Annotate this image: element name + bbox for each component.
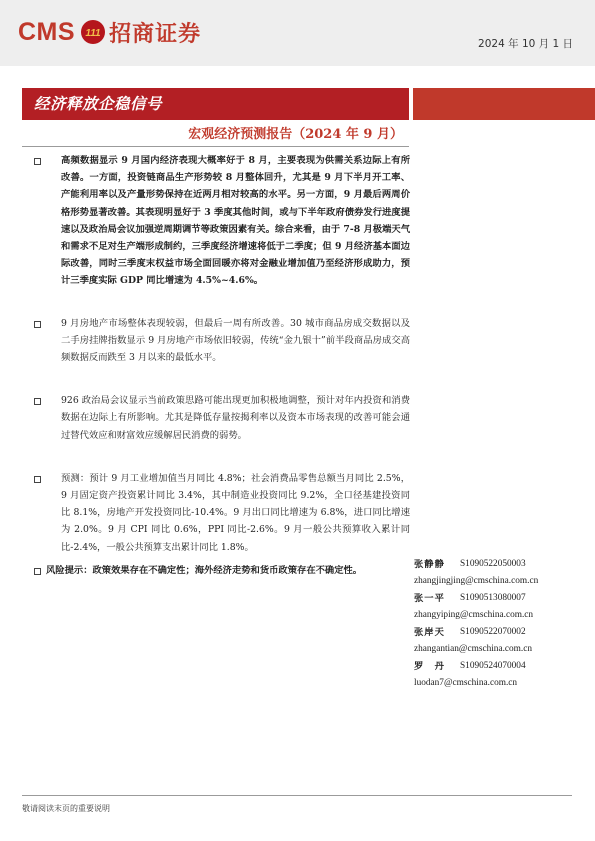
logo-chinese-name: 招商证券 bbox=[109, 21, 202, 47]
analyst-cert-number: S1090522050003 bbox=[460, 559, 526, 569]
analyst-cert-number: S1090513080007 bbox=[460, 593, 526, 603]
bullet-text: 高频数据显示 9 月国内经济表现大概率好于 8 月，主要表现为供需关系边际上有所改善。一方面，投资链商品生产形势较 8 月整体回升，尤其是 9 月下半月开工率、产能利用率以及产量形势保持在近两月相对较高的水平。另一方面，9 月最后两周价格形势显著改善。其表现明显好于 3 季度其他时间，或与下半年政府债券发行进度提速以及政治局会议加强逆周期调节等政策因素有关。综合来看，由于 7-8 月极端天气和需求不足对生产端形成制约，三季度经济增速将低于二季度；但 9 月经济基本面边际改善，同时三季度末权益市场全面回暖亦将对金融业增加值乃至经济形成助力，预计三季度实际 GDP 同比增速为 4.5%~4.6%。 bbox=[61, 155, 410, 287]
bullet-square-icon bbox=[34, 568, 41, 575]
analyst-email[interactable]: luodan7@cmschina.com.cn bbox=[414, 678, 518, 688]
risk-warning bbox=[30, 562, 410, 579]
list-item bbox=[30, 392, 410, 444]
footer-disclaimer: 敬请阅读末页的重要说明 bbox=[22, 804, 110, 813]
bullet-text: 预测：预计 9 月工业增加值当月同比 4.8%；社会消费品零售总额当月同比 2.5%，9 月固定资产投资累计同比 3.4%，其中制造业投资同比 9.2%，全口径基建投资同比 8.1%，房地产开发投资同比-10.4%。9 月出口同比增速为 6.8%，进口同比增速为 2.0%。9 月 CPI 同比 0.6%，PPI 同比-2.6%。9 月一般公共预算收入累计同比-2.4%，一般公共预算支出累计同比 1.8%。 bbox=[61, 472, 410, 553]
divider bbox=[22, 146, 409, 147]
analyst-name: 罗 丹 bbox=[414, 661, 445, 672]
bullet-square-icon bbox=[34, 476, 41, 483]
bullet-square-icon bbox=[34, 398, 41, 405]
report-date: 2024 年 10 月 1 日 bbox=[478, 38, 573, 50]
list-item bbox=[30, 470, 410, 556]
bullet-text: 9 月房地产市场整体表现较弱，但最后一周有所改善。30 城市商品房成交数据以及二手房挂牌指数显示 9 月房地产市场依旧较弱，传统“金九银十”前半段商品房成交高频数据反而跌至 3 月以来的最低水平。 bbox=[61, 317, 410, 364]
analyst-email[interactable]: zhangyiping@cmschina.com.cn bbox=[414, 610, 534, 620]
risk-text: 风险提示：政策效果存在不确定性；海外经济走势和货币政策存在不确定性。 bbox=[46, 564, 363, 576]
summary-bullets bbox=[30, 152, 410, 579]
title-band-accent bbox=[413, 88, 595, 120]
analyst-entry bbox=[414, 658, 589, 692]
company-logo bbox=[18, 17, 201, 47]
analyst-email[interactable]: zhangjingjing@cmschina.com.cn bbox=[414, 576, 539, 586]
analyst-name: 张岸天 bbox=[414, 627, 445, 638]
logo-emblem-text: 111 bbox=[85, 28, 101, 39]
page-title: 经济释放企稳信号 bbox=[34, 95, 163, 113]
bullet-square-icon bbox=[34, 321, 41, 328]
bullet-square-icon bbox=[34, 158, 41, 165]
analyst-cert-number: S1090522070002 bbox=[460, 627, 526, 637]
bullet-text: 926 政治局会议显示当前政策思路可能出现更加积极地调整，预计对年内投资和消费数据在边际上有所影响。尤其是降低存量按揭利率以及资本市场表现的改善可能会通过替代效应和财富效应缓解居民消费的弱势。 bbox=[61, 395, 410, 441]
analyst-entry bbox=[414, 624, 589, 658]
analyst-name: 张一平 bbox=[414, 593, 445, 604]
analyst-cert-number: S1090524070004 bbox=[460, 661, 526, 671]
logo-cms-text: CMS bbox=[18, 17, 76, 46]
footer-divider bbox=[22, 795, 572, 796]
analyst-entry bbox=[414, 556, 589, 590]
analyst-entry bbox=[414, 590, 589, 624]
logo-emblem-icon bbox=[81, 20, 105, 44]
analyst-name: 张静静 bbox=[414, 559, 445, 570]
analyst-list bbox=[414, 556, 589, 692]
analyst-email[interactable]: zhangantian@cmschina.com.cn bbox=[414, 644, 533, 654]
report-subtitle: 宏观经济预测报告（2024 年 9 月） bbox=[188, 127, 403, 142]
list-item bbox=[30, 315, 410, 367]
list-item bbox=[30, 152, 410, 290]
